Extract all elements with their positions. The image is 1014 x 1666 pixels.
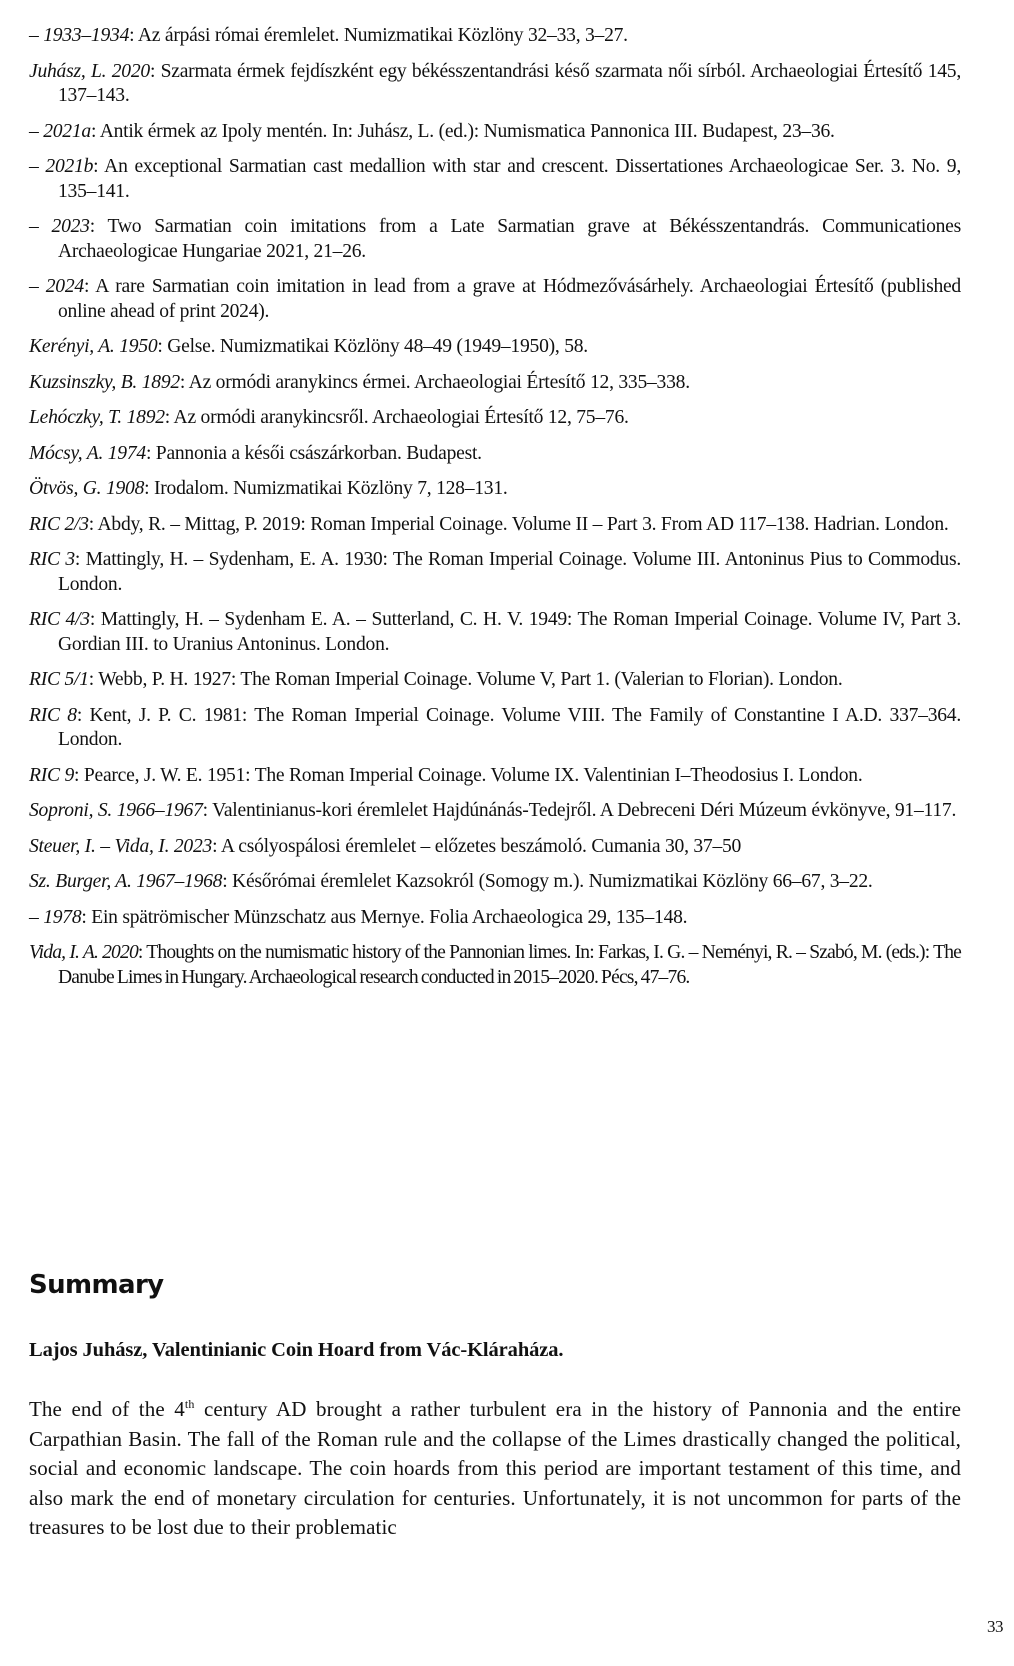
reference-author: Soproni, S. 1966–1967 <box>29 800 203 821</box>
reference-author: – 2021b <box>29 156 94 177</box>
summary-text-rest: century AD brought a rather turbulent era in the history of Pannonia and the entire Carpathian Basin. The fall of the Roman rule and the collapse of the Limes drastically changed the political, social and economic landscape. The coin hoards from this period are important testament of this time, and also mark the end of monetary circulation for centuries. Unfortunately, it is not uncommon for parts of the treasures to be lost due to their problematic <box>29 1397 962 1539</box>
reference-text: : Mattingly, H. – Sydenham E. A. – Sutterland, C. H. V. 1949: The Roman Imperial Coinage. Volume IV, Part 3. Gordian III. to Uranius Antoninus. London. <box>58 609 961 655</box>
reference-text: : Pearce, J. W. E. 1951: The Roman Imperial Coinage. Volume IX. Valentinian I–Theodosius I. London. <box>74 764 863 786</box>
reference-text: : Abdy, R. – Mittag, P. 2019: Roman Imperial Coinage. Volume II – Part 3. From AD 117–138. Hadrian. London. <box>88 513 949 535</box>
reference-entry <box>29 764 961 789</box>
reference-author: Sz. Burger, A. 1967–1968 <box>29 871 223 892</box>
reference-entry <box>29 835 961 860</box>
reference-author: – 2023 <box>29 216 90 237</box>
reference-text: : A csólyospálosi éremlelet – előzetes beszámoló. Cumania 30, 37–50 <box>212 835 742 857</box>
reference-author: Kuzsinszky, B. 1892 <box>29 371 180 393</box>
reference-text: : Mattingly, H. – Sydenham, E. A. 1930: The Roman Imperial Coinage. Volume III. Antoninus Pius to Commodus. London. <box>58 549 962 595</box>
reference-text: : An exceptional Sarmatian cast medallion with star and crescent. Dissertationes Archaeologicae Ser. 3. No. 9, 135–141. <box>58 156 961 202</box>
reference-author: – 2024 <box>29 276 84 297</box>
reference-author: – 1978 <box>29 906 82 928</box>
reference-text: : Antik érmek az Ipoly mentén. In: Juhász, L. (ed.): Numismatica Pannonica III. Budapest, 23–36. <box>90 120 835 142</box>
reference-entry <box>29 215 961 264</box>
reference-author: – 2021a <box>29 120 91 142</box>
reference-text: : A rare Sarmatian coin imitation in lead from a grave at Hódmezővásárhely. Archaeologiai Értesítő (published online ahead of print 2024). <box>58 276 961 322</box>
reference-entry <box>29 406 961 431</box>
reference-text: : Pannonia a késői császárkorban. Budapest. <box>145 442 482 464</box>
reference-text: : Gelse. Numizmatikai Közlöny 48–49 (1949–1950), 58. <box>157 336 588 357</box>
reference-author: RIC 4/3 <box>29 609 90 630</box>
reference-author: RIC 3 <box>29 549 75 570</box>
reference-entry <box>29 870 961 895</box>
reference-text: : Ein spätrömischer Münzschatz aus Mernye. Folia Archaeologica 29, 135–148. <box>81 906 688 928</box>
reference-entry <box>29 906 961 931</box>
reference-text: : Az árpási római éremlelet. Numizmatikai Közlöny 32–33, 3–27. <box>129 25 628 46</box>
ordinal-superscript: th <box>184 1397 195 1411</box>
reference-author: RIC 9 <box>29 764 75 786</box>
reference-text: : Az ormódi aranykincs érmei. Archaeologiai Értesítő 12, 335–338. <box>179 371 690 393</box>
reference-entry <box>29 442 961 467</box>
reference-entry <box>29 941 961 990</box>
reference-text: : Valentinianus-kori éremlelet Hajdúnánás-Tedejről. A Debreceni Déri Múzeum évkönyve, 91–117. <box>202 800 957 821</box>
reference-author: RIC 2/3 <box>29 513 89 535</box>
reference-text: : Thoughts on the numismatic history of the Pannonian limes. In: Farkas, I. G. – Neményi, R. – Szabó, M. (eds.): The Danube Limes in Hungary. Archaeological research conducted in 2015–2020. Pécs, 47–76. <box>58 942 961 988</box>
reference-entry <box>29 799 961 824</box>
reference-entry <box>29 275 961 324</box>
summary-body <box>29 1395 961 1543</box>
summary-heading: Summary <box>29 1270 164 1300</box>
reference-author: RIC 5/1 <box>29 669 89 690</box>
reference-entry <box>29 548 961 597</box>
reference-entry <box>29 608 961 657</box>
reference-text: : Webb, P. H. 1927: The Roman Imperial Coinage. Volume V, Part 1. (Valerian to Florian). London. <box>88 669 843 690</box>
reference-entry <box>29 60 961 109</box>
reference-text: : Two Sarmatian coin imitations from a Late Sarmatian grave at Békésszentandrás. Communicationes Archaeologicae Hungariae 2021, 21–26. <box>58 216 962 262</box>
reference-entry <box>29 704 961 753</box>
reference-text: : Irodalom. Numizmatikai Közlöny 7, 128–131. <box>144 478 508 499</box>
reference-author: Steuer, I. – Vida, I. 2023 <box>29 835 213 857</box>
reference-author: Mócsy, A. 1974 <box>29 442 146 464</box>
reference-entry <box>29 335 961 360</box>
reference-entry <box>29 371 961 396</box>
reference-author: RIC 8 <box>29 704 77 726</box>
reference-entry <box>29 513 961 538</box>
summary-title: Lajos Juhász, Valentinianic Coin Hoard from Vác-Kláraháza. <box>29 1339 564 1361</box>
reference-text: : Az ormódi aranykincsről. Archaeologiai Értesítő 12, 75–76. <box>164 407 629 428</box>
reference-author: Vida, I. A. 2020 <box>29 942 138 963</box>
reference-entry <box>29 155 961 204</box>
reference-author: Juhász, L. 2020 <box>29 60 150 82</box>
reference-list <box>29 24 961 1001</box>
reference-text: : Későrómai éremlelet Kazsokról (Somogy m.). Numizmatikai Közlöny 66–67, 3–22. <box>222 871 873 892</box>
reference-entry <box>29 120 961 145</box>
reference-author: Ötvös, G. 1908 <box>29 478 145 499</box>
reference-entry <box>29 668 961 693</box>
summary-text-start: The end of the 4 <box>29 1397 185 1421</box>
reference-author: Kerényi, A. 1950 <box>29 336 158 357</box>
reference-text: : Szarmata érmek fejdíszként egy békésszentandrási késő szarmata női sírból. Archaeologiai Értesítő 145, 137–143. <box>58 60 961 106</box>
reference-entry <box>29 24 961 49</box>
reference-author: Lehóczky, T. 1892 <box>29 407 165 428</box>
reference-author: – 1933–1934 <box>29 25 130 46</box>
reference-entry <box>29 477 961 502</box>
page-number: 33 <box>987 1617 1003 1636</box>
reference-text: : Kent, J. P. C. 1981: The Roman Imperial Coinage. Volume VIII. The Family of Constantine I A.D. 337–364. London. <box>58 704 961 750</box>
